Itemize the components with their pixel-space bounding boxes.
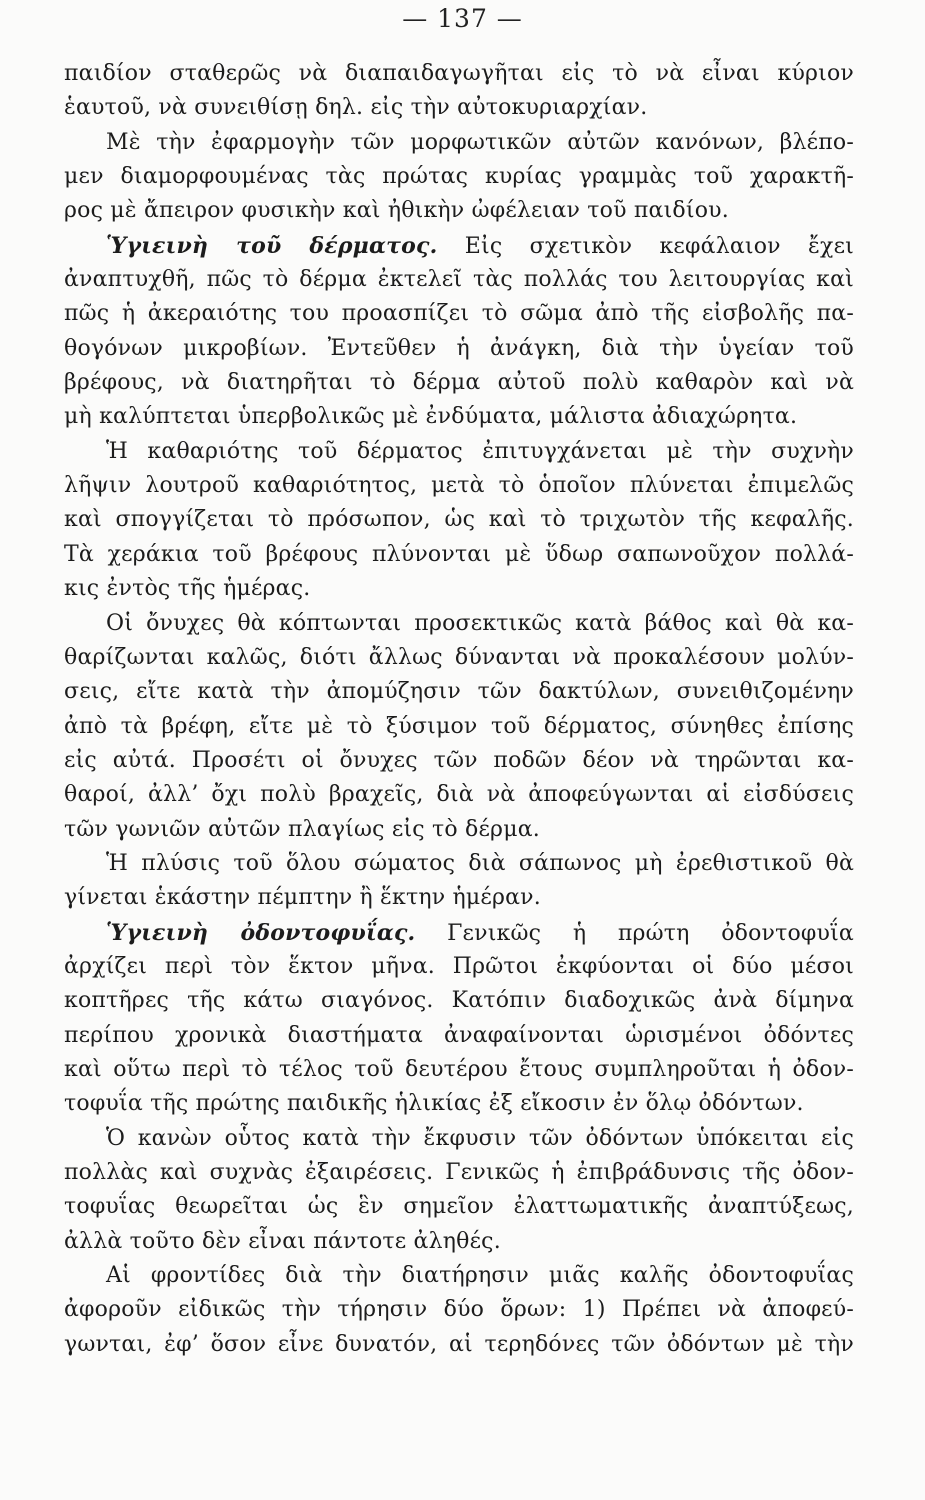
text-line (64, 881, 854, 915)
line-text: πολλὰς καὶ συχνὰς ἐξαιρέσεις. Γενικῶς ἡ ἐπιβράδυνσις τῆς ὀδον- (64, 1160, 854, 1185)
line-text: ἀναπτυχθῆ, πῶς τὸ δέρμα ἐκτελεῖ τὰς πολλάς του λειτουργίας καὶ (64, 267, 854, 293)
line-text: γίνεται ἑκάστην πέμπτην ἢ ἕκτην ἡμέραν. (64, 885, 541, 911)
page-number: — 137 — (402, 4, 523, 33)
text-line (64, 366, 854, 400)
line-text: τῶν γωνιῶν αὐτῶν πλαγίως εἰς τὸ δέρμα. (64, 816, 540, 842)
text-line (64, 675, 854, 709)
line-text: ρος μὲ ἄπειρον φυσικὴν καὶ ἠθικὴν ὠφέλειαν τοῦ παιδίου. (64, 198, 729, 224)
line-text: σεις, εἴτε κατὰ τὴν ἀπομύζησιν τῶν δακτύλων, συνειθιζομένην (64, 679, 854, 705)
line-text: θαροί, ἀλλ’ ὄχι πολὺ βραχεῖς, διὰ νὰ ἀποφεύγωνται αἱ εἰσδύσεις (64, 782, 854, 808)
text-line (64, 503, 854, 537)
line-text: καὶ σπογγίζεται τὸ πρόσωπον, ὡς καὶ τὸ τριχωτὸν τῆς κεφαλῆς. (64, 507, 854, 533)
text-line (64, 1190, 854, 1224)
text-line (64, 194, 854, 228)
line-text: εἰς αὐτά. Προσέτι οἱ ὄνυχες τῶν ποδῶν δέον νὰ τηρῶνται κα- (64, 747, 854, 773)
line-text: Αἱ φροντίδες διὰ τὴν διατήρησιν μιᾶς καλῆς ὀδοντοφυΐας (106, 1263, 854, 1289)
line-text: λῆψιν λουτροῦ καθαριότητος, μετὰ τὸ ὁποῖον πλύνεται ἐπιμελῶς (64, 473, 854, 499)
text-line (64, 984, 854, 1018)
line-text: ἀφοροῦν εἰδικῶς τὴν τήρησιν δύο ὅρων: 1) Πρέπει νὰ ἀποφεύ- (64, 1297, 854, 1323)
line-text: μὴ καλύπτεται ὑπερβολικῶς μὲ ἐνδύματα, μάλιστα ἀδιαχώρητα. (64, 404, 798, 430)
line-text: Γενικῶς ἡ πρώτη ὀδοντοφυΐα (415, 920, 854, 946)
text-line (64, 1225, 854, 1259)
text-line (64, 57, 854, 91)
text-line (64, 778, 854, 812)
text-line (64, 607, 854, 641)
line-text: παιδίον σταθερῶς νὰ διαπαιδαγωγῆται εἰς τὸ νὰ εἶναι κύριον (64, 61, 854, 86)
text-line (64, 400, 854, 434)
section-heading: Ὑγιεινὴ τοῦ δέρματος. (106, 232, 438, 259)
line-text: βρέφους, νὰ διατηρῆται τὸ δέρμα αὐτοῦ πολὺ καθαρὸν καὶ νὰ (64, 370, 854, 396)
text-line (64, 229, 854, 263)
line-text: Ὁ κανὼν οὗτος κατὰ τὴν ἔκφυσιν τῶν ὀδόντων ὑπόκειται εἰς (106, 1125, 854, 1151)
text-line (64, 297, 854, 331)
text-line (64, 950, 854, 984)
text-line (64, 469, 854, 503)
line-text: τοφυΐας θεωρεῖται ὡς ἓν σημεῖον ἐλαττωματικῆς ἀναπτύξεως, (64, 1194, 854, 1220)
line-text: θογόνων μικροβίων. Ἐντεῦθεν ἡ ἀνάγκη, διὰ τὴν ὑγείαν τοῦ (64, 335, 854, 361)
line-text: θαρίζωνται καλῶς, διότι ἄλλως δύνανται νὰ προκαλέσουν μολύν- (64, 644, 854, 670)
line-text: περίπου χρονικὰ διαστήματα ἀναφαίνονται ὡρισμένοι ὀδόντες (64, 1022, 854, 1048)
line-text: Εἰς σχετικὸν κεφάλαιον ἔχει (437, 233, 854, 259)
text-line (64, 710, 854, 744)
text-line (64, 641, 854, 675)
text-line (64, 538, 854, 572)
text-line (64, 1019, 854, 1053)
text-line (64, 1122, 854, 1156)
text-line (64, 126, 854, 160)
line-text: Ἡ πλύσις τοῦ ὅλου σώματος διὰ σάπωνος μὴ ἐρεθιστικοῦ θὰ (106, 850, 854, 876)
text-line (64, 263, 854, 297)
line-text: πῶς ἡ ἀκεραιότης του προασπίζει τὸ σῶμα ἀπὸ τῆς εἰσβολῆς πα- (64, 301, 854, 327)
text-line (64, 160, 854, 194)
line-text: καὶ οὕτω περὶ τὸ τέλος τοῦ δευτέρου ἔτους συμπληροῦται ἡ ὀδον- (64, 1056, 854, 1082)
text-line (64, 1259, 854, 1293)
line-text: Οἱ ὄνυχες θὰ κόπτωνται προσεκτικῶς κατὰ βάθος καὶ θὰ κα- (106, 610, 854, 636)
line-text: Μὲ τὴν ἐφαρμογὴν τῶν μορφωτικῶν αὐτῶν κανόνων, βλέπο- (106, 129, 854, 155)
line-text: ἑαυτοῦ, νὰ συνειθίσῃ δηλ. εἰς τὴν αὐτοκυριαρχίαν. (64, 95, 648, 121)
text-line (64, 916, 854, 950)
text-line (64, 847, 854, 881)
section-heading: Ὑγιεινὴ ὀδοντοφυΐας. (106, 919, 416, 946)
text-line (64, 744, 854, 778)
line-text: ἀπὸ τὰ βρέφη, εἴτε μὲ τὸ ξύσιμον τοῦ δέρματος, σύνηθες ἐπίσης (64, 713, 854, 739)
text-line (64, 91, 854, 125)
text-line (64, 1328, 854, 1362)
line-text: ἀλλὰ τοῦτο δὲν εἶναι πάντοτε ἀληθές. (64, 1228, 501, 1254)
body-text (64, 57, 854, 1362)
text-line (64, 332, 854, 366)
line-text: Ἡ καθαριότης τοῦ δέρματος ἐπιτυγχάνεται μὲ τὴν συχνὴν (106, 438, 854, 464)
line-text: κοπτῆρες τῆς κάτω σιαγόνος. Κατόπιν διαδοχικῶς ἀνὰ δίμηνα (64, 988, 854, 1014)
line-text: Τὰ χεράκια τοῦ βρέφους πλύνονται μὲ ὕδωρ σαπωνοῦχον πολλά- (64, 541, 854, 567)
text-line (64, 1293, 854, 1327)
line-text: ἀρχίζει περὶ τὸν ἕκτον μῆνα. Πρῶτοι ἐκφύονται οἱ δύο μέσοι (64, 953, 854, 979)
line-text: μεν διαμορφουμένας τὰς πρώτας κυρίας γραμμὰς τοῦ χαρακτῆ- (64, 164, 854, 190)
text-line (64, 1053, 854, 1087)
text-line (64, 1087, 854, 1121)
line-text: τοφυΐα τῆς πρώτης παιδικῆς ἡλικίας ἐξ εἴκοσιν ἐν ὅλῳ ὀδόντων. (64, 1091, 804, 1117)
text-line (64, 1156, 854, 1190)
line-text: κις ἐντὸς τῆς ἡμέρας. (64, 576, 311, 602)
text-line (64, 813, 854, 847)
text-line (64, 435, 854, 469)
text-line (64, 572, 854, 606)
line-text: γωνται, ἐφ’ ὅσον εἶνε δυνατόν, αἱ τερηδόνες τῶν ὀδόντων μὲ τὴν (64, 1331, 854, 1357)
